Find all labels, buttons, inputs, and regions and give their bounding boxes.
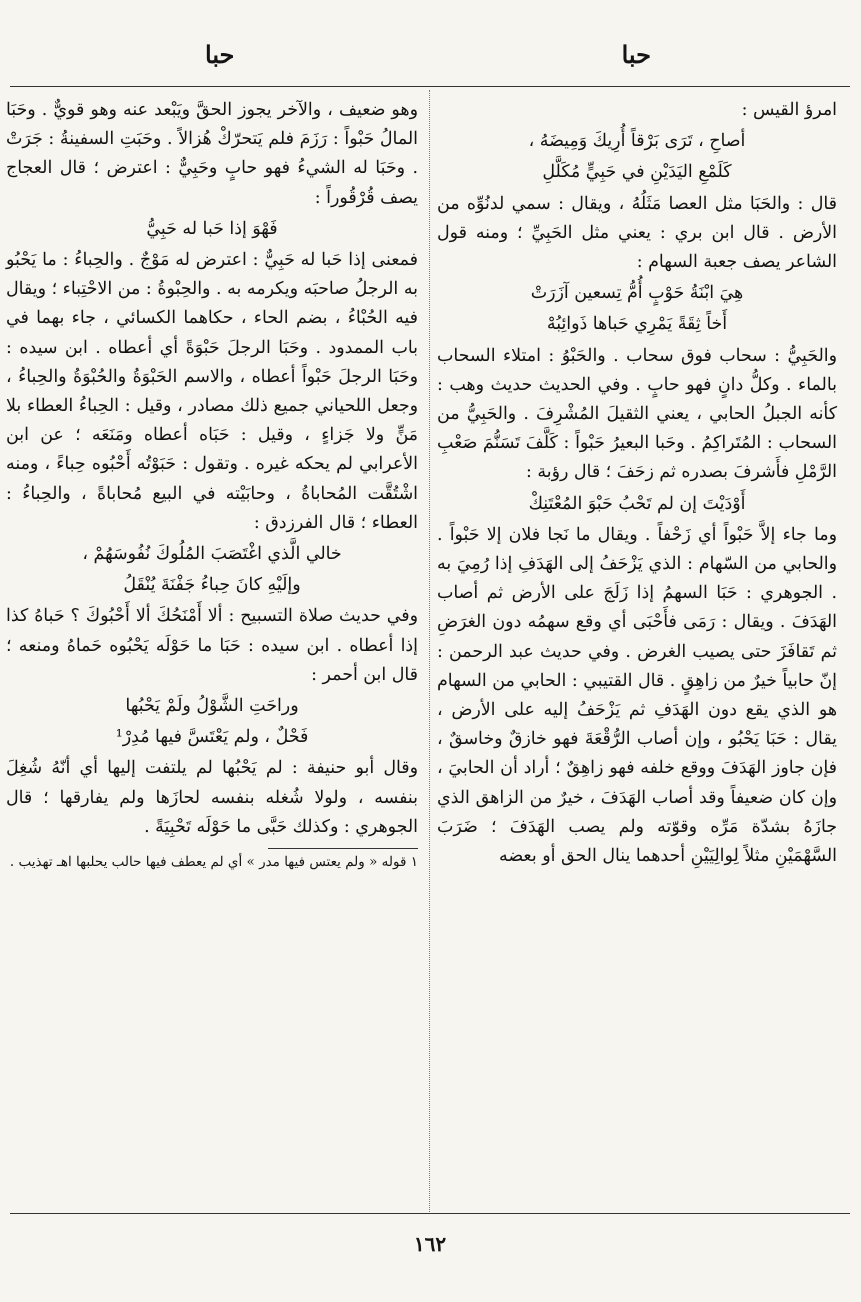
- verse-line: فَهْوَ إذا حَبا له حَبِيُّ: [146, 218, 278, 239]
- paragraph: وفي حديث صلاة التسبيح : ألا أَمْنَحُكَ ألا أَحْبُوكَ ؟ حَباهُ كذا إذا أعطاه . ابن سيده : حَبَا ما حَوْلَه يَحْبُوه حَماهُ ومنعه ؛ قال ابن أحمر :: [6, 606, 418, 685]
- headword-left: حبا: [205, 40, 235, 69]
- paragraph: وما جاء إلاَّ حَبْواً أي زَحْفاً . ويقال ما نَجا فلان إلا حَبْواً . والحابي من السّهام : الذي يَزْحَفُ إلى الهَدَفِ إذا رُمِيَ به . الجوهري : حَبَا السهمُ إذا زَلَجَ على الأرض ثم أصاب الهَدَفَ . ويقال : رَمَى فأَحْبَى أي وقع سهمُه دون الغرَضِ ثم تَقافَزَ حتى يصيب الغرض . وفي حديث عبد الرحمن : إنّ حابياً خيرٌ من زاهِقٍ . قال القتيبي : الحابي من السهام هو الذي يقع دون الهَدَفِ ثم يَزْحَفُ إليه على الأرض ، يقال : حَبَا يَحْبُو ، وإن أصاب الرُّقْعَةَ فهو خازقٌ وخاسقٌ ، فإن جاوز الهَدَفَ ووقع خلفه فهو زاهِقٌ ؛ أراد أن الحابيَ ، وإن كان ضعيفاً وقد أصاب الهَدَفَ ، خيرٌ من الزاهق الذي جازَهُ بشدّة مَرِّه وقوّته ولم يصب الهَدَفَ ؛ ضَرَبَ السَّهْمَيْنِ مثلاً لِوالِيَيْنِ أحدهما ينال الحق أو بعضه: [437, 524, 837, 867]
- verse-line: خالي الَّذي اغْتَصَبَ المُلُوكَ نُفُوسَهُمْ ،: [82, 544, 342, 565]
- verse-line: أصاحِ ، تَرَى بَرْقاً أُرِيكَ وَمِيضَهُ ،: [528, 131, 746, 152]
- paragraph: قال : والحَبَا مثل العصا مَثَلُهُ ، ويقال : سمي لدنُوِّه من الأرض . قال ابن بري : يعني مثل الحَبِيِّ ؛ ومنه قول الشاعر يصف جعبة السهام :: [437, 193, 837, 273]
- column-divider: [429, 90, 430, 1212]
- paragraph: فمعنى إذا حَبا له حَبِيٌّ : اعترض له مَوْجٌ . والحِباءُ : ما يَحْبُو به الرجلُ صاحبَه ويكرمه به . والحِبْوةُ : من الاحْتِباء ؛ ويقال فيه الحُبْاءُ ، بضم الحاء ، حكاهما الكسائي ، جاء بهما في باب الممدود . وحَبَا الرجلَ حَبْوَةً أي أعطاه . ابن سيده : وحَبَا الرجلَ حَبْواً أعطاه ، والاسم الحَبْوَةُ والحُبْوَةُ والحِباءُ ، وجعل اللحياني جميع ذلك مصادر ، وقيل : الحِباءُ العطاء بلا مَنٍّ ولا جَزاءٍ ، وقيل : حَبَاه أعطاه ومَنَعَه ؛ عن ابن الأعرابي لم يحكه غيره . وتقول : حَبَوْتُه أَحْبُوه حِباءً ، ومنه اشْتُقَّت المُحاباةُ ، وحابَيْته في البيع مُحاباةً ، والحِباءُ : العطاء ؛ قال الفرزدق :: [6, 250, 418, 533]
- footnote-rule: [268, 848, 418, 849]
- footnote: ١ قوله « ولم يعتس فيها مدر » أي لم يعطف فيها حالب يحلبها اهـ تهذيب .: [9, 854, 418, 871]
- paragraph: وقال أبو حنيفة : لم يَحْبُها لم يلتفت إليها أي أنّهُ شُغِلَ بنفسه ، ولولا شُغله بنفسه لحازَها ولم يفارقها ؛ قال الجوهري : وكذلك حَبَّى ما حَوْلَه تَحْبِيَةً .: [6, 758, 418, 837]
- verse-line: أَخاً ثِقَةً يَمْرِي حَباها ذَوائِبُهْ: [546, 314, 728, 335]
- verse-line: وإلَيْهِ كانَ حِباءُ جَفْنَةَ يُنْقَلُ: [123, 575, 301, 596]
- verse-line: وراحَتِ الشَّوْلُ ولَمْ يَحْبُها: [125, 696, 299, 717]
- headword-right: حبا: [621, 40, 651, 69]
- verse-line: أَوْدَيْتَ إن لم تَحْبُ حَبْوَ المُعْتَنِكْ: [528, 493, 746, 514]
- left-column: [6, 96, 418, 873]
- paragraph: والحَبِيُّ : سحاب فوق سحاب . والحَبْوُ : امتلاء السحاب بالماء . وكلُّ دانٍ فهو حابٍ . وفي الحديث حديث وهب : كأنه الجبلُ الحابي ، يعني الثقيلَ المُشْرِفَ . والحَبِيُّ من السحاب : المُتَراكِمُ . وحَبا البعيرُ حَبْواً : كَلَّفَ تَسَنُّمَ صَعْبِ الرَّمْلِ فأَشرفَ بصدره ثم زحَفَ ؛ قال رؤبة :: [437, 345, 837, 483]
- paragraph: امرؤ القيس :: [741, 100, 837, 120]
- verse-line: كَلَمْعِ اليَدَيْنِ في حَبِيٍّ مُكَلَّلِ: [542, 162, 732, 183]
- page-header: [0, 40, 861, 80]
- right-column: [437, 96, 837, 871]
- paragraph: وهو ضعيف ، والآخر يجوز الحقَّ ويَبْعد عنه وهو قويٌّ . وحَبَا المالُ حَبْواً : رَزَمَ فلم يَتحرّكْ هُزالاً . وحَبَتِ السفينةُ : جَرَتْ . وحَبَا له الشيءُ فهو حابٍ وحَبِيٌّ : اعترض ؛ قال العجاج يصف قُرْقُوراً :: [6, 100, 418, 208]
- footer-rule: [10, 1213, 850, 1214]
- page-number: ١٦٢: [413, 1232, 447, 1256]
- verse-line: هِيَ ابْنَةُ حَوْبٍ أُمُّ تِسعين آزَرَتْ: [530, 283, 744, 304]
- verse-line: فَحْلٌ ، ولم يَعْتَسَّ فيها مُدِرْ¹: [115, 727, 309, 748]
- header-rule: [10, 86, 850, 87]
